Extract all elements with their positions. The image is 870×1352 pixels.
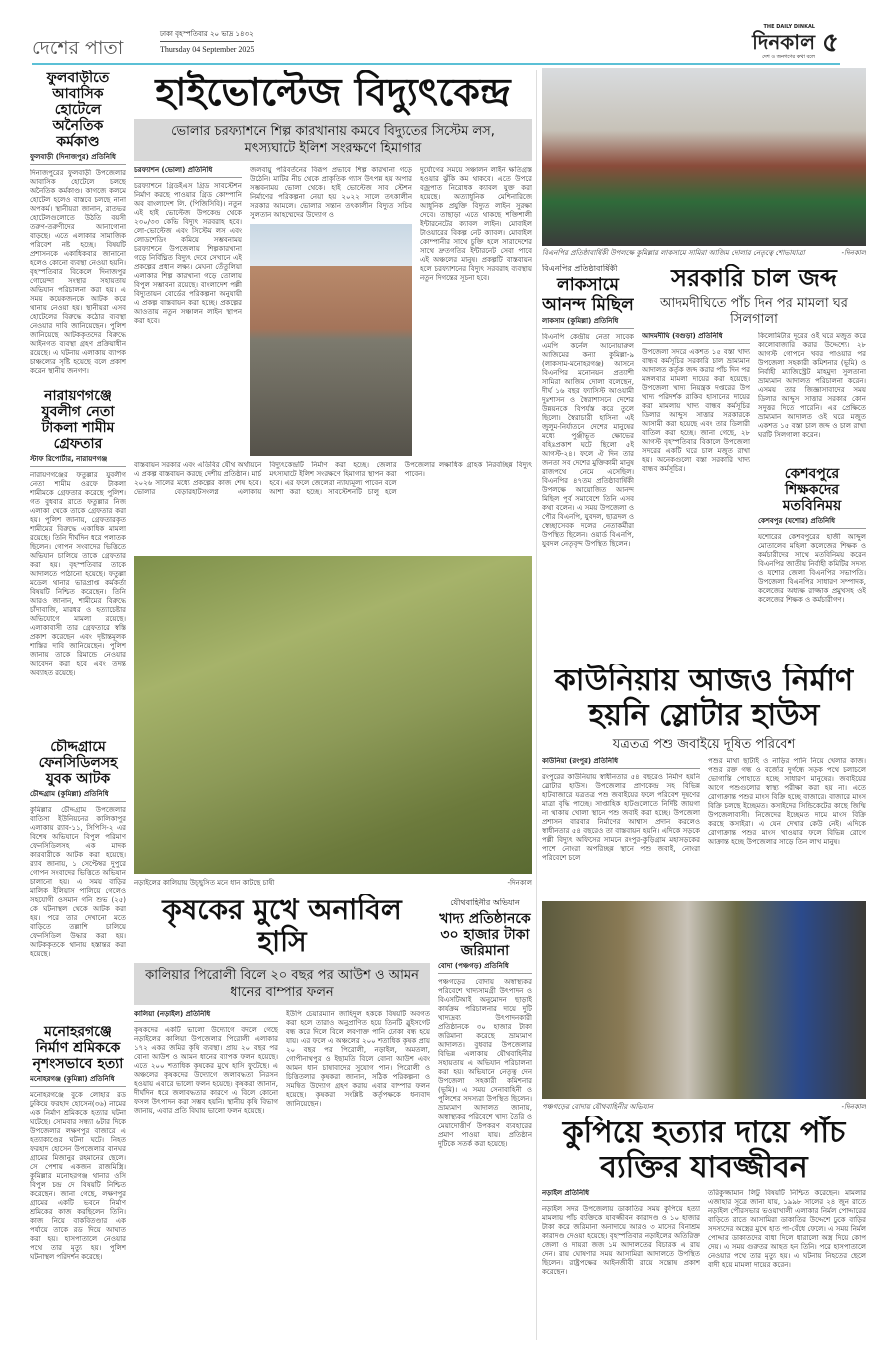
headline: লাকসামে আনন্দ মিছিল [542, 275, 634, 315]
lead-col-1: চরফ্যাশনে গ্রিডইএস গ্রিড সাবস্টেশন নির্মাণ করছে পাওয়ার গ্রিড কোম্পানি অব বাংলাদেশ লি. (পিজিসিবি)। নতুন এই হাই ভোল্টেজ উপকেন্দ্র থেকে ২৩০/৩৩ কেভি বিদ্যুৎ সরবরাহ হবে। লো-ভোল্টেজ এবং সিস্টেম লস এবং লোডশেডিং কমিয়ে সম্ভবনাময় চরফ্যাশনে উপজেলায় শিল্পকারখানা গড়ে নির্বিঘ্নিত বিদ্যুৎ দেবে সেখানে এই প্রকল্পের প্রধান লক্ষ্য। মেঘনা তেঁতুলিয়া এলাকার শিল্প কারখানা গড়ে তোলায় বিপুল সম্ভাবনা রয়েছে। বাংলাদেশ পল্লী বিদ্যুতায়ন বোর্ডের পরিকল্পনা অনুযায়ী এ প্রকল্প বাস্তবায়ন করা হচ্ছে। প্রকল্পের আওতায় নতুন সঞ্চালন লাইন স্থাপন করা হবে। [134, 181, 242, 325]
story-kaunia [542, 664, 866, 1112]
photo-credit: -দিনকাল [841, 249, 866, 257]
rally-photo [542, 68, 866, 246]
lead-subhead: ভোলার চরফ্যাশনে শিল্প কারখানায় কমবে বিদ্যুতের সিস্টেম লস, মৎস্যঘাটে ইলিশ সংরক্ষণে হিমাগার [134, 119, 532, 161]
story-body: নারায়ণগঞ্জের ফতুল্লার যুবলীগ নেতা শামীম ওরফে টাকলা শামীমকে গ্রেফতার করেছে পুলিশ। গত বুধবার রাতে ফতুল্লার নিজ এলাকা থেকে তাকে গ্রেফতার করা হয়। পুলিশ জানায়, গ্রেফতারকৃত শামীমের বিরুদ্ধে একাধিক মামলা রয়েছে। তিনি দীর্ঘদিন ধরে পলাতক ছিলেন। গোপন সংবাদের ভিত্তিতে অভিযান চালিয়ে তাকে গ্রেফতার করা হয়। বৃহস্পতিবার তাকে আদালতে পাঠানো হয়েছে। ফতুল্লা মডেল থানার ভারপ্রাপ্ত কর্মকর্তা বিষয়টি নিশ্চিত করেছেন। তিনি আরও জানান, শামীমের বিরুদ্ধে চাঁদাবাজি, মারধর ও হত্যাচেষ্টার অভিযোগে মামলা রয়েছে। এলাকাবাসী তার গ্রেফতারে স্বস্তি প্রকাশ করেছেন এবং দৃষ্টান্তমূলক শাস্তির দাবি জানিয়েছেন। পুলিশ জানায় তাকে রিমান্ডে নেওয়ার আবেদন করা হবে এবং তদন্ত অব্যাহত রয়েছে। [30, 471, 126, 678]
left-column [30, 70, 126, 1345]
headline: কুপিয়ে হত্যার দায়ে পাঁচ ব্যক্তির যাবজ্জীবন [562, 1116, 846, 1185]
story-fulbari [30, 70, 126, 380]
lead-bottom-text: বাস্তবায়ন সরকার এবং এডিবির যৌথ অর্থায়নে এ প্রকল্প বাস্তবায়ন করছে দেশীয় প্রতিষ্ঠান। মার্চ ২০২৬ সালের মধ্যে প্রকল্পের কাজ শেষ হবে। ভোলার বেড়ারহাটসংলগ্ন এলাকায় বিদ্যুৎকেন্দ্রটি নির্মাণ করা হচ্ছে। জেলার মৎস্যঘাটে ইলিশ সংরক্ষণে হিমাগার স্থাপন করা হবে। এর ফলে জেলেরা ন্যায্যমূল্য পাবেন বলে আশা করা হচ্ছে। সাবস্টেশনটি চালু হলে উপজেলার লক্ষাধিক গ্রাহক নিরবচ্ছিন্ন বিদ্যুৎ পাবেন। [134, 460, 532, 496]
byline: স্টাফ রিপোর্টার, নারায়ণগঞ্জ [30, 455, 126, 467]
story-body: উপজেলা সদরে একশত ১৫ বস্তা খাদ্য বান্ধব কর্মসূচির সরকারি চাল ভ্রাম্যমান আদালত কর্তৃক জব্দ করার পাঁচ দিন পর মঙ্গলবার মামলা দায়ের করা হয়েছে। উপজেলা খাদ্য নিয়ন্ত্রক দপ্তরের উপ খাদ্য পরিদর্শক রাকিব হাসানের দায়ের করা মামলায় খাদ্য বান্ধব কর্মসূচির ডিলার আব্দুস সাত্তার সরকারকে আসামী করা হয়েছে এবং তার ডিলারী বাতিল করা হচ্ছে। জানা গেছে, ২৮ আগস্ট বৃহস্পতিবার বিকালে উপজেলা সদরের একটি ঘরে চাল মজুত রাখা হয়। অনেকগুলো বস্তা সরকারি খাদ্য বান্ধব কর্মসূচির। [642, 347, 750, 473]
rice-col-2: কিলোমিটার দূরের ওই ঘরে মজুত করে কালোবাজারি করার উদ্দেশ্যে। ২৮ আগস্ট গোপনে খবর পাওয়ার পর উপজেলা সহকারী কমিশনার (ভূমি) ও নির্বাহী ম্যাজিস্ট্রেট মাহমুদা সুলতানা ভ্রাম্যমান আদালত পরিচালনা করেন। এসময় তার জিজ্ঞাসাবাদের সময় ডিলার আব্দুস সাত্তার সরকার কোন সদুত্তর দিতে পারেনি। এর প্রেক্ষিতে ভ্রাম্যমান আদালত ওই ঘরে মজুত একশত ১৫ বস্তা চাল জব্দ ও চাল রাখা ঘরটি সিলগালা করেন। [758, 331, 866, 439]
lead-middle [250, 166, 412, 456]
story-murder [542, 1116, 866, 1346]
rice-right [758, 332, 866, 656]
logo-bangla: দিনকাল [752, 30, 815, 54]
lead-story [134, 70, 532, 888]
kaunia-columns [542, 757, 866, 897]
rice-col-1 [642, 332, 750, 656]
kicker: যৌথবাহিনীর অভিযান [450, 898, 520, 907]
byline: চৌদ্দগ্রাম (কুমিল্লা) প্রতিনিধি [30, 790, 126, 802]
rice-columns [642, 332, 866, 656]
headline: খাদ্য প্রতিষ্ঠানকে ৩০ হাজার টাকা জরিমানা [439, 911, 531, 960]
rally-photo-caption [542, 249, 866, 258]
headline: চৌদ্দগ্রামে ফেনসিডিলসহ যুবক আটক [38, 739, 118, 788]
byline: আদমদীঘি (বগুড়া) প্রতিনিধি [642, 332, 750, 344]
lead-headline: হাইভোল্টেজ বিদ্যুৎকেন্দ্র [155, 70, 511, 114]
masthead-logo [700, 24, 815, 61]
lead-columns [134, 166, 532, 456]
byline: নড়াইল প্রতিনিধি [542, 1189, 700, 1201]
kaunia-col-2: পশুর মাথা ছাটাই ও নাড়ির পানি নিয়ে খেলার কাজ। পশুর রক্ত গন্ধ ও বর্জ্যের দুর্গন্ধে সড়ক পথে চলাচলে ভোগান্তি পোহাতে হচ্ছে সাধারণ মানুষের। জবাইয়ের আগে পশুগুলোর স্বাস্থ্য পরীক্ষা করা হয় না। এতে রোগাক্রান্ত পশুর মাংস বিক্রি হচ্ছে বাজারে। বাজারে মাংস বিক্রি চলছে ইচ্ছেমত। কসাইদের সিন্ডিকেটের কাছে জিম্মি উপজেলাবাসী। নিজেদের ইচ্ছেমত দামে মাংস বিক্রি করছে কসাইরা। এ যেন দেখার কেউ নেই। এদিকে রোগাক্রান্ত পশুর মাংস খাওয়ার ফলে বিভিন্ন রোগে আক্রান্ত হচ্ছে উপজেলার সাড়ে তিন লাখ মানুষ। [708, 757, 866, 846]
joint-forces-photo [542, 901, 866, 1099]
story-body: দিনাজপুরের ফুলবাড়ী উপজেলার আবাসিক হোটেলে চলছে অনৈতিক কর্মকাণ্ড। কাগজে কলমে হোটেল হলেও বাস্তবে চলছে নানা অপকর্ম। স্থানীয়রা জানান, রাতভর হোটেলগুলোতে উঠতি বয়সী তরুণ-তরুণীদের আনাগোনা বাড়ছে। এতে এলাকার সামাজিক পরিবেশ নষ্ট হচ্ছে। বিষয়টি প্রশাসনকে একাধিকবার জানানো হলেও কোনো ব্যবস্থা নেওয়া হয়নি। বৃহস্পতিবার বিকেলে দিনাজপুর গোয়েন্দা সংস্থার সহায়তায় অভিযান পরিচালনা করা হয়। এ সময় কয়েকজনকে আটক করে থানায় নেওয়া হয়। স্থানীয়রা এসব হোটেলের বিরুদ্ধে কঠোর ব্যবস্থা নেওয়ার দাবি জানিয়েছেন। পুলিশ জানিয়েছে আটককৃতদের বিরুদ্ধে আইনগত ব্যবস্থা গ্রহণ প্রক্রিয়াধীন রয়েছে। এ ঘটনায় এলাকায় ব্যাপক চাঞ্চল্যের সৃষ্টি হয়েছে বলে প্রকাশ করেন স্থানীয় জনগণ। [30, 169, 126, 376]
story-body: বিএনপি কেন্দ্রীয় নেতা সাবেক এমপি কর্নেল আনোয়ারুল আজিমের কন্যা কুমিল্লা-৯ (লাকসাম-মনোহরগঞ্জ) আসনে বিএনপির মনোনয়ন প্রত্যাশী সামিরা আজিম দোলা বলেছেন, দীর্ঘ ১৬ বছর ফ্যাসিস্ট আওয়ামী দুঃশাসন ও স্বৈরাশাসনে দেশের উন্নয়নকে বিপর্যস্ত করে তুলে ছিলো। স্বৈরাচারী হাসিনা এই জুলুম-নির্যাতনে দেশের মানুষের মধ্যে পুঞ্জীভূত ক্ষোভের বহিঃপ্রকাশ ঘটে ছিলো ৫ই আগস্ট-২৪। ফলে ঐ দিন তার জনতা সব দেশের মুক্তিকামী মানুষ রাজপথে নেমে এসেছিল। বিএনপির ৪৭তম প্রতিষ্ঠাবার্ষিকী উপলক্ষে আয়োজিত আনন্দ মিছিল পূর্ব সমাবেশে তিনি এসব কথা বলেন। এ সময় উপজেলা ও পৌর বিএনপি, যুবদল, ছাত্রদল ও স্বেচ্ছাসেবক দলের নেতাকর্মীরা উপস্থিত ছিলেন। ওয়ার্ড বিএনপি, যুবদল নেতৃবৃন্দ উপস্থিত ছিলেন। [542, 333, 634, 549]
byline: মনোহরগঞ্জ (কুমিল্লা) প্রতিনিধি [30, 1075, 126, 1087]
headline: নারায়ণগঞ্জে যুবলীগ নেতা টাকলা শামীম গ্রেফতার [41, 387, 115, 453]
subhead: যত্রতত্র পশু জবাইয়ে দূষিত পরিবেশ [612, 737, 796, 752]
kicker: বিএনপির প্রতিষ্ঠাবার্ষিকী [542, 264, 618, 273]
header-rule [32, 63, 840, 65]
lead-byline: চরফ্যাশন (ভোলা) প্রতিনিধি [134, 166, 242, 178]
story-body: কুমিল্লার চৌদ্দগ্রাম উপজেলার বাতিসা ইউনিয়নের কালিকাপুর এলাকায় র‍্যাব-১১, সিপিসি-২ এর বিশেষ অভিযানে বিপুল পরিমাণ ফেনসিডিলসহ এক মাদক কারবারীকে আটক করা হয়েছে। র‍্যাব জানায়, ১ সেপ্টেম্বর দুপুরে গোপন সংবাদের ভিত্তিতে অভিযান চালানো হয়। এ সময় বাড়ির মালিক ইলিয়াস পালিয়ে গেলেও সহযোগী ওসমান গনি শুভ (২৫) কে ঘটনাস্থল থেকে আটক করা হয়। পরে তার দেখানো মতে বাড়িতে তল্লাশি চালিয়ে ফেনসিডিল উদ্ধার করা হয়। আটককৃতকে থানায় হস্তান্তর করা হয়েছে। [30, 806, 126, 959]
kaunia-col-1 [542, 757, 700, 897]
right-top [542, 68, 866, 258]
story-chauddagram [30, 739, 126, 1016]
story-body: নড়াইল সদর উপজেলায় ডাকাতির সময় কুপিয়ে হত্যা মামলায় পাঁচ ব্যক্তিকে যাবজ্জীবন কারাদণ্ড ও ১০ হাজার টাকা করে জরিমানা অনাদায়ে আরও ৩ মাসের বিনাশ্রম কারাদণ্ড দেওয়া হয়েছে। বৃহস্পতিবার নড়াইলের অতিরিক্ত জেলা ও দায়রা জজ ১ম আদালতের বিচারক এ রায় দেন। রায় ঘোষণার সময় আসামিরা আদালতে উপস্থিত ছিলেন। রাষ্ট্রপক্ষের আইনজীবী রায়ে সন্তোষ প্রকাশ করেছেন। [542, 1205, 700, 1276]
byline: লাকসাম (কুমিল্লা) প্রতিনিধি [542, 317, 634, 329]
story-body: কৃষকদের একটি ভালো উদ্যোগে বদলে গেছে নড়াইলের কালিয়া উপজেলার পিরোলী এলাকার ১৭২ একর জমির কৃষি ব্যবস্থা। প্রায় ২০ বছর পর বোনা আউশ ও আমন ধানের ব্যাপক ফলন হয়েছে। এতে ২০০ শতাধিক কৃষকের মুখে হাসি ফুটেছে। এ অঞ্চলের কৃষকদের উদ্যোগে জলাবদ্ধতা নিরসন হওয়ায় এবারে ভালো ফলন হয়েছে। কৃষকরা জানান, দীর্ঘদিন ধরে জলাবদ্ধতার কারণে এ বিলে কোনো ফসল উৎপাদন করা সম্ভব হয়নি। স্থানীয় কৃষি বিভাগ জানায়, এবার প্রতি বিঘায় ভালো ফলন হয়েছে। [134, 1026, 278, 1116]
photo-credit: -দিনকাল [507, 879, 532, 887]
story-narayanganj [30, 388, 126, 731]
date-bangla: ঢাকা বৃহস্পতিবার ২০ ভাদ্র ১৪৩২ [160, 30, 254, 42]
murder-col-1 [542, 1189, 700, 1346]
story-body: মনোহরগঞ্জে বুকে লোহার রড ঢুকিয়ে ফরহাদ হোসেন(৩৬) নামের এক নির্মাণ শ্রমিককে হত্যার ঘটনা ঘটেছে। সোমবার সন্ধ্যা ৬টার দিকে উপজেলার লক্ষণপুর বাজারে এ হত্যাকাণ্ডের ঘটনা ঘটে। নিহত ফরহাদ হোসেন উপজেলার বানঘর গ্রামের মিজানুর রহমানের ছেলে। সে পেশায় একজন রাজমিস্ত্রি। কুমিল্লার মনোহরগঞ্জ থানার ওসি বিপুল চন্দ্র দে বিষয়টি নিশ্চিত করেছেন। জানা গেছে, লক্ষণপুর গ্রামের একটি ভবনে নির্মাণ শ্রমিকের কাজ করছিলেন তিনি। কাজ নিয়ে বাকবিতণ্ডার এক পর্যায়ে তাকে রড দিয়ে আঘাত করা হয়। হাসপাতালে নেওয়ার পথে তার মৃত্যু হয়। পুলিশ ঘটনাস্থল পরিদর্শন করেছে। [30, 1091, 126, 1262]
subhead: আদমদীঘিতে পাঁচ দিন পর মামলা ঘর সিলগালা [660, 295, 848, 327]
caption-text: বিএনপির প্রতিষ্ঠাবার্ষিকী উপলক্ষে কুমিল্লার লাকসামে সামিরা আজিম দোলার নেতৃত্বে শোভাযাত্রা [542, 249, 805, 257]
photo-credit: -দিনকাল [841, 1103, 866, 1111]
byline: কালিয়া (নড়াইল) প্রতিনিধি [134, 1010, 278, 1022]
byline: কেশবপুর (যশোর) প্রতিনিধি [758, 517, 866, 529]
story-body: পঞ্চগড়ের বোদায় অস্বাস্থ্যকর পরিবেশে খাদ্যসামগ্রী উৎপাদন ও বিএসটিআই অনুমোদন ছাড়াই কার্যক্রম পরিচালনার দায়ে দুটি খাদ্যদ্রব্য উৎপাদনকারী প্রতিষ্ঠানকে ৩০ হাজার টাকা জরিমানা করেছে ভ্রাম্যমাণ আদালত। বুধবার উপজেলার বিভিন্ন এলাকায় যৌথবাহিনীর সহায়তায় এ অভিযান পরিচালনা করা হয়। অভিযানে নেতৃত্ব দেন উপজেলা সহকারী কমিশনার (ভূমি)। এ সময় সেনাবাহিনী ও পুলিশের সদস্যরা উপস্থিত ছিলেন। ভ্রাম্যমাণ আদালত জানায়, অস্বাস্থ্যকর পরিবেশে খাদ্য তৈরি ও মেয়াদোত্তীর্ণ উপকরণ ব্যবহারের প্রমাণ পাওয়া যায়। প্রতিষ্ঠান দুটিকে সতর্ক করা হয়েছে। [438, 978, 532, 1149]
logo-tagline: দেশ ও জনগণের কথা বলে [762, 54, 815, 60]
byline: ফুলবাড়ী (দিনাজপুর) প্রতিনিধি [30, 153, 126, 165]
paddy-photo-caption [134, 879, 532, 888]
page-header [0, 24, 870, 64]
headline: কাউনিয়ায় আজও নির্মাণ হয়নি স্লোটার হাউস [554, 664, 854, 733]
paddy-harvest-photo [134, 556, 532, 874]
story-manoharganj [30, 1024, 126, 1345]
date-english: Thursday 04 September 2025 [160, 45, 255, 54]
story-body: রংপুরের কাউনিয়ায় স্বাধীনতার ৫৪ বছরেও নির্মাণ হয়নি স্লোটার হাউস। উপজেলার প্রাণকেন্দ্র সহ বিভিন্ন হাটবাজারে যত্রতত্র পশু জবাইয়ের ফলে পরিবেশ দূষণের মাত্রা বৃদ্ধি পাচ্ছে। সাপ্তাহিক হাটগুলোতে নির্দিষ্ট জায়গা না থাকায় খোলা স্থানে পশু জবাই করা হচ্ছে। উপজেলা প্রশাসন বারবার নির্মাণের আশ্বাস প্রদান করলেও স্বাধীনতার ৫৪ বছরেও তা বাস্তবায়ন হয়নি। এদিকে সড়কে পল্লী বিদ্যুৎ অফিসের সামনে রংপুর-কুড়িগ্রাম মহাসড়কের পাশে নোংরা অপরিচ্ছন্ন স্থানে পশু জবাই, নোংরা পরিবেশে চলে [542, 773, 700, 862]
byline: কাউনিয়া (রংপুর) প্রতিনিধি [542, 757, 700, 769]
lead-col-3: দুর্যোগের সময়ে সঞ্চালন লাইন ক্ষতিগ্রস্ত হওয়ার ঝুঁকি কম থাকবে। এতে উপরে বজ্রপাত নিরোধক ক্যাবল যুক্ত করা হয়েছে। অত্যাধুনিক মেশিনারিজে আধুনিক প্রযুক্তি বিদ্যুত লাইন সুরক্ষা দেবে। তাছাড়া এতে থাকছে শক্তিশালী ইন্টারনেটের ক্যাবল লাইন। মোবাইল টাওয়ারের বিকল্প নেট ক্যাবল। মোবাইল কোম্পানীর সাথে চুক্তি হলে সারাদেশের সাথে দ্রুতগতির ইন্টারনেট সেবা পাবে এই অঞ্চলের মানুষ। প্রকল্পটি বাস্তবায়ন হলে চরফ্যাশনের বিদ্যুৎ সরবরাহ ব্যবস্থায় নতুন দিগন্তের সূচনা হবে। [420, 165, 532, 282]
joint-forces-caption [542, 1103, 866, 1112]
headline: সরকারি চাল জব্দ [671, 264, 837, 292]
murder-columns [542, 1189, 866, 1346]
byline: বোদা (পঞ্চগড়) প্রতিনিধি [438, 962, 532, 974]
column-divider [536, 70, 537, 1340]
story-keshabpur [758, 466, 866, 656]
story-food [438, 898, 532, 1346]
farmer-col-1 [134, 1010, 278, 1346]
logo-english: THE DAILY DINKAL [763, 24, 815, 30]
farmer-columns [134, 1010, 430, 1346]
section-title: দেশের পাতা [32, 37, 124, 59]
headline: মনোহরগঞ্জে নির্মাণ শ্রমিককে নৃশংসভাবে হত্যা [32, 1023, 124, 1073]
headline: ফুলবাড়ীতে আবাসিক হোটেলে অনৈতিক কর্মকাণ্ড [46, 70, 110, 151]
headline: কৃষকের মুখে অনাবিল হাসি [162, 894, 402, 959]
lead-col-2: জলবায়ু পরিবর্তনের বিরূপ প্রভাবে শিল্প কারখানা গড়ে উঠেনি। মাটির নীচ থেকে প্রাকৃতিক গ্যাস উৎপন্ন হয় অপার সম্ভবনাময় ভোলা থেকে। হাই ভোল্টেজ সাব স্টেশন নির্মাণের পরিকল্পনা নেয়া হয় ২০২২ সালে তৎকালীন সরকার আমলে। ভোলার সন্তান তৎকালীন বিদ্যুত সচিব সুলতান আহম্মেদের উদ্যোগ ও [250, 165, 412, 219]
headline: কেশবপুরে শিক্ষকদের মতবিনিময় [782, 466, 842, 515]
caption-text: পঞ্চগড়ের বোদায় যৌথবাহিনীর অভিযান [542, 1103, 653, 1111]
subhead: কালিয়ার পিরোলী বিলে ২০ বছর পর আউশ ও আমন ধানের বাম্পার ফলন [134, 963, 430, 1005]
story-laksam [542, 264, 634, 656]
page-number: ৫ [822, 28, 839, 58]
story-body: যশোরের কেশবপুরের হাজী আব্দুল মোতালেব মহিলা কলেজের শিক্ষক ও কর্মচারীদের সাথে মতবিনিময় করেন বিএনপির জাতীয় নির্বাহী কমিটির সদস্য ও যশোর জেলা বিএনপির সভাপতি। উপজেলা বিএনপির সাধারণ সম্পাদক, কলেজের অধ্যক্ষ রাজ্জাক প্রমুখসহ ওই কলেজের শিক্ষক ও কর্মচারীগণ। [758, 533, 866, 605]
farmer-col-2: ইউপি চেয়ারম্যান জাহিদুল হককে বিষয়টি অবগত করা হলে তারাও অনুপ্রাণিত হয়ে তিনটি স্লুইসগেট বন্ধ করে দিলে বিলে লবণাক্ত পানি ঢোকা বন্ধ হয়ে যায়। এর ফলে এ অঞ্চলের ২০০ শতাধিক কৃষক প্রায় ২০ বছর পর পিরোলী, নড়াইল, অমতলা, গোপীনাথপুর ও ইছামতি বিলে বোনা আউশ এবং আমন ধান চাষাবাদের সুযোগ পান। পিরোলী ও চিত্তিতলার কৃষকরা জানান, সঠিক পরিকল্পনা ও সমন্বিত উদ্যোগ গ্রহণ করায় এবার বাম্পার ফলন হয়েছে। কৃষকরা সংশ্লিষ্ট কর্তৃপক্ষকে ধন্যবাদ জানিয়েছেন। [286, 1010, 430, 1109]
lead-col-1-wrap [134, 166, 242, 456]
caption-text: নড়াইলের কালিয়ায় উচ্ছ্বসিত মনে ধান কাটছে চাষী [134, 879, 275, 887]
story-rice [642, 264, 866, 656]
story-farmer [134, 894, 430, 1346]
murder-col-2: তরিকুজ্জামান লিটু বিষয়টি নিশ্চিত করেছেন। মামলার এজাহার সূত্রে জানা যায়, ১৯৯৮ সালের ২৪ জুন রাতে নড়াইল পৌরসভার ভওয়াখালী এলাকার নির্মল পোদ্দারের বাড়িতে রাতে আসামিরা ডাকাতির উদ্দেশে ঢুকে বাড়ির সদস্যদের অস্ত্রের মুখে হাত পা-বেঁধে ফেলে। এ সময় নির্মল পোদ্দার ডাকাতদের বাধা দিলে ধারালো অস্ত্র দিয়ে কোপ দেয়। এ সময় গুরুতর আহত হন তিনি। পরে হাসপাতালে নেওয়ার পথে তার মৃত্যু হয়। এ ঘটনায় নিহতের ছেলে বাদী হয়ে মামলা দায়ের করেন। [708, 1189, 866, 1269]
power-station-photo [250, 224, 412, 456]
